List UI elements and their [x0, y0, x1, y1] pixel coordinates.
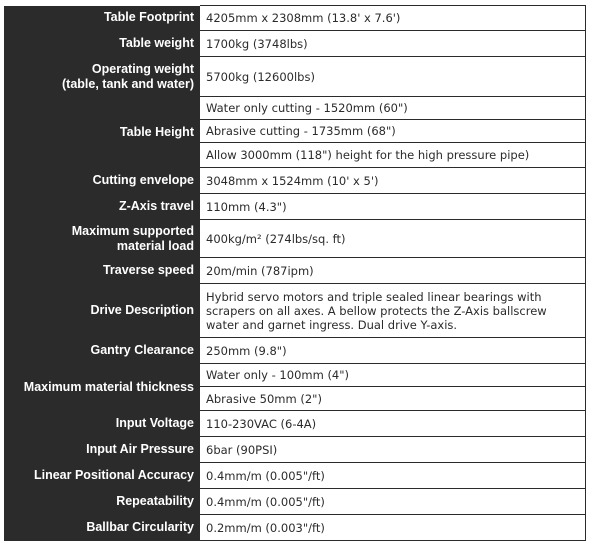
spec-table-body [4, 6, 586, 541]
spec-value-cell [200, 463, 586, 489]
spec-value: 5700kg (12600lbs) [206, 69, 315, 84]
spec-value-cell [200, 364, 586, 411]
spec-row [4, 515, 586, 541]
spec-value: 0.4mm/m (0.005"/ft) [206, 468, 325, 483]
spec-value-cell [200, 220, 586, 258]
spec-label: Cutting envelope [4, 168, 200, 194]
spec-value: Water only cutting - 1520mm (60") [200, 97, 585, 120]
spec-label: Table Footprint [4, 6, 200, 31]
spec-value: 1700kg (3748lbs) [206, 36, 308, 51]
spec-value: 110-230VAC (6-4A) [206, 416, 317, 431]
spec-value-cell [200, 168, 586, 194]
spec-value: 0.2mm/m (0.003"/ft) [206, 520, 325, 535]
spec-value-cell [200, 515, 586, 541]
spec-value-cell [200, 489, 586, 515]
spec-label: Z-Axis travel [4, 194, 200, 220]
spec-row [4, 364, 586, 411]
spec-value-cell [200, 338, 586, 364]
spec-value-cell [200, 284, 586, 338]
spec-value: Abrasive cutting - 1735mm (68") [200, 120, 585, 143]
spec-value: Hybrid servo motors and triple sealed linear bearings with scrapers on all axes. A bellow protects the Z-Axis ballscrew water and garnet ingress. Dual drive Y-axis. [206, 289, 547, 332]
spec-table [4, 5, 586, 541]
spec-row [4, 220, 586, 258]
spec-value: 400kg/m² (274lbs/sq. ft) [206, 231, 346, 246]
spec-label: Maximum supported material load [4, 220, 200, 258]
spec-row [4, 97, 586, 168]
spec-row [4, 194, 586, 220]
spec-row [4, 411, 586, 437]
spec-label: Gantry Clearance [4, 338, 200, 364]
spec-value: Abrasive 50mm (2") [206, 391, 322, 406]
spec-label: Linear Positional Accuracy [4, 463, 200, 489]
spec-value-cell [200, 194, 586, 220]
spec-value-cell [200, 57, 586, 97]
spec-value-cell [200, 6, 586, 31]
spec-value: 250mm (9.8") [206, 343, 287, 358]
spec-value: 6bar (90PSI) [206, 442, 278, 457]
spec-label: Drive Description [4, 284, 200, 338]
spec-row [4, 258, 586, 284]
spec-row [4, 284, 586, 338]
spec-row [4, 463, 586, 489]
spec-label: Input Air Pressure [4, 437, 200, 463]
spec-row [4, 338, 586, 364]
spec-value-cell [200, 97, 586, 168]
spec-value: Allow 3000mm (118") height for the high pressure pipe) [206, 148, 530, 162]
spec-label: Table Height [4, 97, 200, 168]
spec-value: Water only - 100mm (4") [200, 364, 585, 387]
spec-value-cell [200, 411, 586, 437]
spec-value-cell [200, 31, 586, 57]
spec-row [4, 57, 586, 97]
spec-row [4, 489, 586, 515]
spec-label: Table weight [4, 31, 200, 57]
spec-row [4, 168, 586, 194]
spec-value: 20m/min (787ipm) [206, 263, 314, 278]
spec-value: 4205mm x 2308mm (13.8' x 7.6') [206, 11, 401, 25]
spec-label: Maximum material thickness [4, 364, 200, 411]
spec-label: Repeatability [4, 489, 200, 515]
spec-label: Input Voltage [4, 411, 200, 437]
spec-label: Traverse speed [4, 258, 200, 284]
spec-value: 3048mm x 1524mm (10' x 5') [206, 173, 379, 188]
spec-label: Ballbar Circularity [4, 515, 200, 541]
spec-value-cell [200, 258, 586, 284]
spec-value: 110mm (4.3") [206, 199, 287, 214]
spec-label: Operating weight (table, tank and water) [4, 57, 200, 97]
spec-row [4, 31, 586, 57]
spec-row [4, 6, 586, 31]
spec-value: 0.4mm/m (0.005"/ft) [206, 494, 325, 509]
spec-value-cell [200, 437, 586, 463]
spec-row [4, 437, 586, 463]
